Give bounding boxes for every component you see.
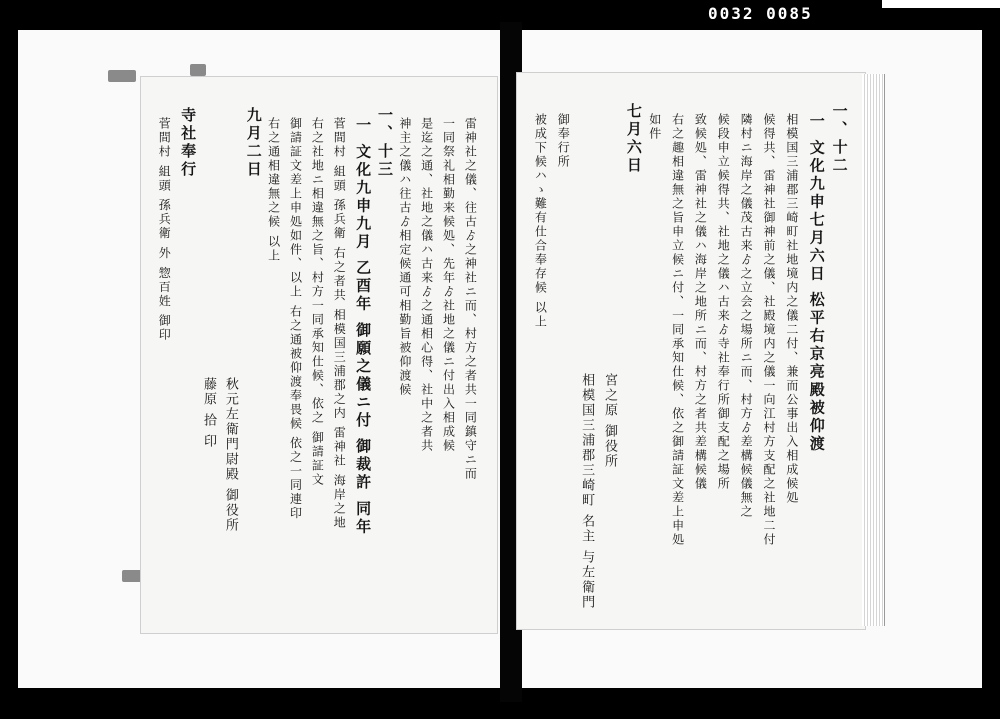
right-page-column: 相模国三浦郡三崎町 名主 与左衛門 [579, 373, 595, 611]
reel-number: 0032 0085 [708, 4, 813, 23]
left-page-column: 菅間村 組頭 孫兵衛 右之者共 相模国三浦郡之内 雷神社 海岸之地 [332, 117, 347, 530]
right-page-column: 被成下候ハゝ難有仕合奉存候 以上 [533, 113, 548, 329]
left-page-column: 藤原 拾 印 [201, 377, 216, 450]
left-page [140, 76, 498, 634]
left-page-column: 寺社奉行 [179, 107, 198, 179]
left-page-column: 御請証文差上申処如件、以上 右之通被仰渡奉畏候 依之一同連印 [288, 117, 303, 521]
left-page-column: 神主之儀ハ往古ゟ相定候通可相勤旨被仰渡候 [397, 117, 412, 397]
binding-clip-bottom [122, 570, 142, 582]
right-page [516, 72, 866, 630]
right-page-column: 御奉行所 [556, 113, 571, 169]
right-page-column: 宮之原 御役所 [602, 373, 617, 470]
right-page-column: 候段申立候得共、社地之儀ハ古来ゟ寺社奉行所御支配之場所 [716, 113, 731, 491]
left-page-column: 雷神社之儀、往古ゟ之神社ニ而、村方之者共一同鎮守ニ而 [463, 117, 478, 481]
right-page-column: 隣村ニ海岸之儀茂古来ゟ之立会之場所ニ而、村方ゟ差構候儀無之 [739, 113, 754, 519]
right-page-column: 候得共、雷神社御神前之儀、社殿境内之儀一向江村方支配之社地二付 [762, 113, 776, 547]
left-page-column: 一 文化九申九月 乙酉年 御願之儀ニ付 御裁許 同年 [354, 117, 373, 537]
left-page-column: 一、十三 [375, 107, 394, 179]
binding-clip-top [108, 70, 136, 82]
right-page-column: 一、十二 [830, 103, 849, 175]
right-page-column: 如件 [647, 113, 662, 141]
right-page-column: 一 文化九申七月六日 松平右京亮殿被仰渡 [807, 113, 826, 454]
left-page-column: 一同祭礼相勤来候処、先年ゟ社地之儀ニ付出入相成候 [441, 117, 456, 453]
right-page-column: 致候処、雷神社之儀ハ海岸之地所ニ而、村方之者共差構候儀 [693, 113, 708, 491]
left-page-column: 九月二日 [244, 107, 263, 179]
left-page-column: 右之通相違無之候 以上 [266, 117, 281, 263]
left-page-column: 右之社地ニ相違無之旨、村方一同承知仕候、依之 御請証文 [310, 117, 325, 487]
right-page-column: 相模国三浦郡三崎町社地境内之儀二付、兼而公事出入相成候処 [784, 113, 799, 505]
corner-marker [882, 0, 1000, 8]
right-page-column: 右之趣相違無之旨申立候ニ付、一同承知仕候、依之御請証文差上申処 [670, 113, 685, 547]
page-edges [862, 74, 885, 626]
right-page-column: 七月六日 [624, 103, 643, 175]
left-page-column: 是迄之通、社地之儀ハ古来ゟ之通相心得、社中之者共 [419, 117, 434, 453]
left-page-column: 菅間村 組頭 孫兵衛 外 惣百姓 御印 [157, 117, 172, 343]
binding-clip-top-small [190, 64, 206, 76]
left-page-column: 秋元左衛門尉殿 御役所 [222, 377, 238, 534]
